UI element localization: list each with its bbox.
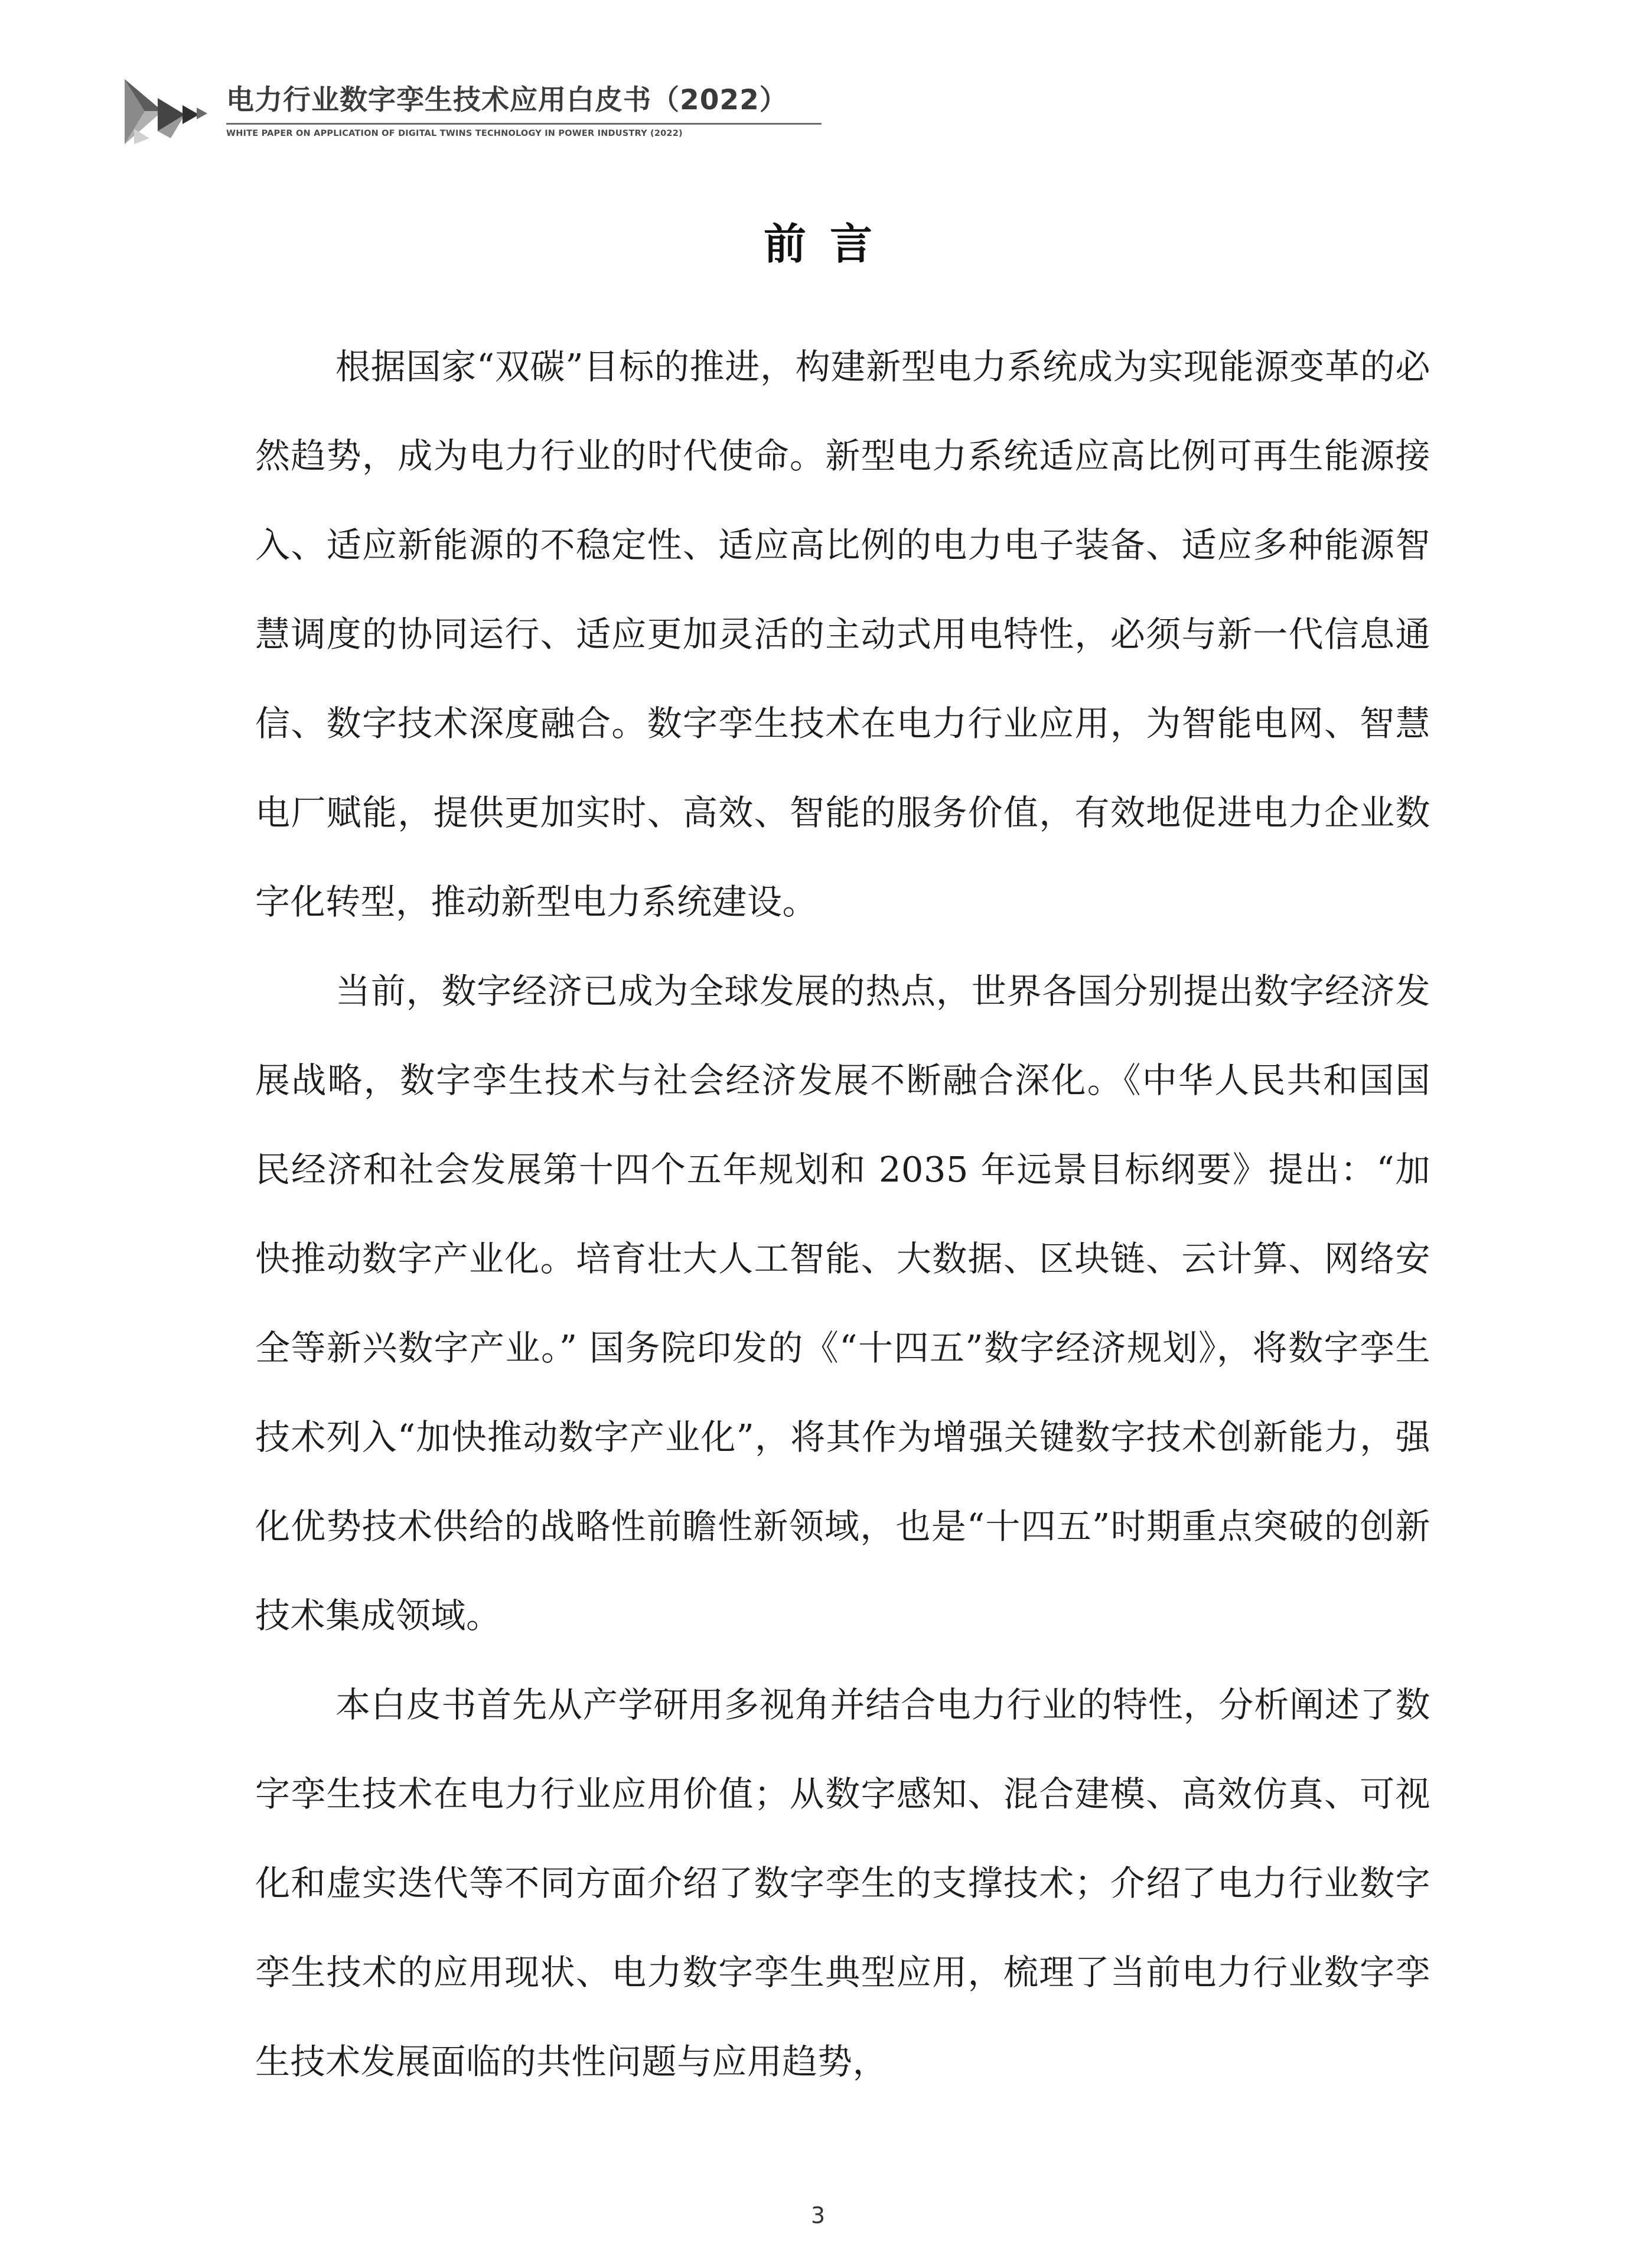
paragraph-1: 根据国家“双碳”目标的推进，构建新型电力系统成为实现能源变革的必然趋势，成为电力行业的时代使命。新型电力系统适应高比例可再生能源接入、适应新能源的不稳定性、适应高比例的电力电子装备、适应多种能源智慧调度的协同运行、适应更加灵活的主动式用电特性，必须与新一代信息通信、数字技术深度融合。数字孪生技术在电力行业应用，为智能电网、智慧电厂赋能，提供更加实时、高效、智能的服务价值，有效地促进电力企业数字化转型，推动新型电力系统建设。 [255,346,1430,922]
body-text [255,322,1430,2106]
paragraph-2: 当前，数字经济已成为全球发展的热点，世界各国分别提出数字经济发展战略，数字孪生技术与社会经济发展不断融合深化。《中华人民共和国国民经济和社会发展第十四个五年规划和 2035 年远景目标纲要》提出：“加快推动数字产业化。培育壮大人工智能、大数据、区块链、云计算、网络安全等新兴数字产业。” 国务院印发的《“十四五”数字经济规划》，将数字孪生技术列入“加快推动数字产业化”，将其作为增强关键数字技术创新能力，强化优势技术供给的战略性前瞻性新领域，也是“十四五”时期重点突破的创新技术集成领域。 [255,971,1430,1636]
header-subtitle: WHITE PAPER ON APPLICATION OF DIGITAL TWINS TECHNOLOGY IN POWER INDUSTRY (2022) [226,129,683,138]
header-title: 电力行业数字孪生技术应用白皮书（2022） [226,84,788,116]
page-number: 3 [810,2202,826,2228]
triangle-arrows-logo-icon [121,74,210,148]
page-title: 前言 [763,219,896,269]
page-header [121,70,788,152]
header-divider [226,123,822,125]
paragraph-3: 本白皮书首先从产学研用多视角并结合电力行业的特性，分析阐述了数字孪生技术在电力行业应用价值；从数字感知、混合建模、高效仿真、可视化和虚实迭代等不同方面介绍了数字孪生的支撑技术；介绍了电力行业数字孪生技术的应用现状、电力数字孪生典型应用，梳理了当前电力行业数字孪生技术发展面临的共性问题与应用趋势， [255,1684,1430,2082]
